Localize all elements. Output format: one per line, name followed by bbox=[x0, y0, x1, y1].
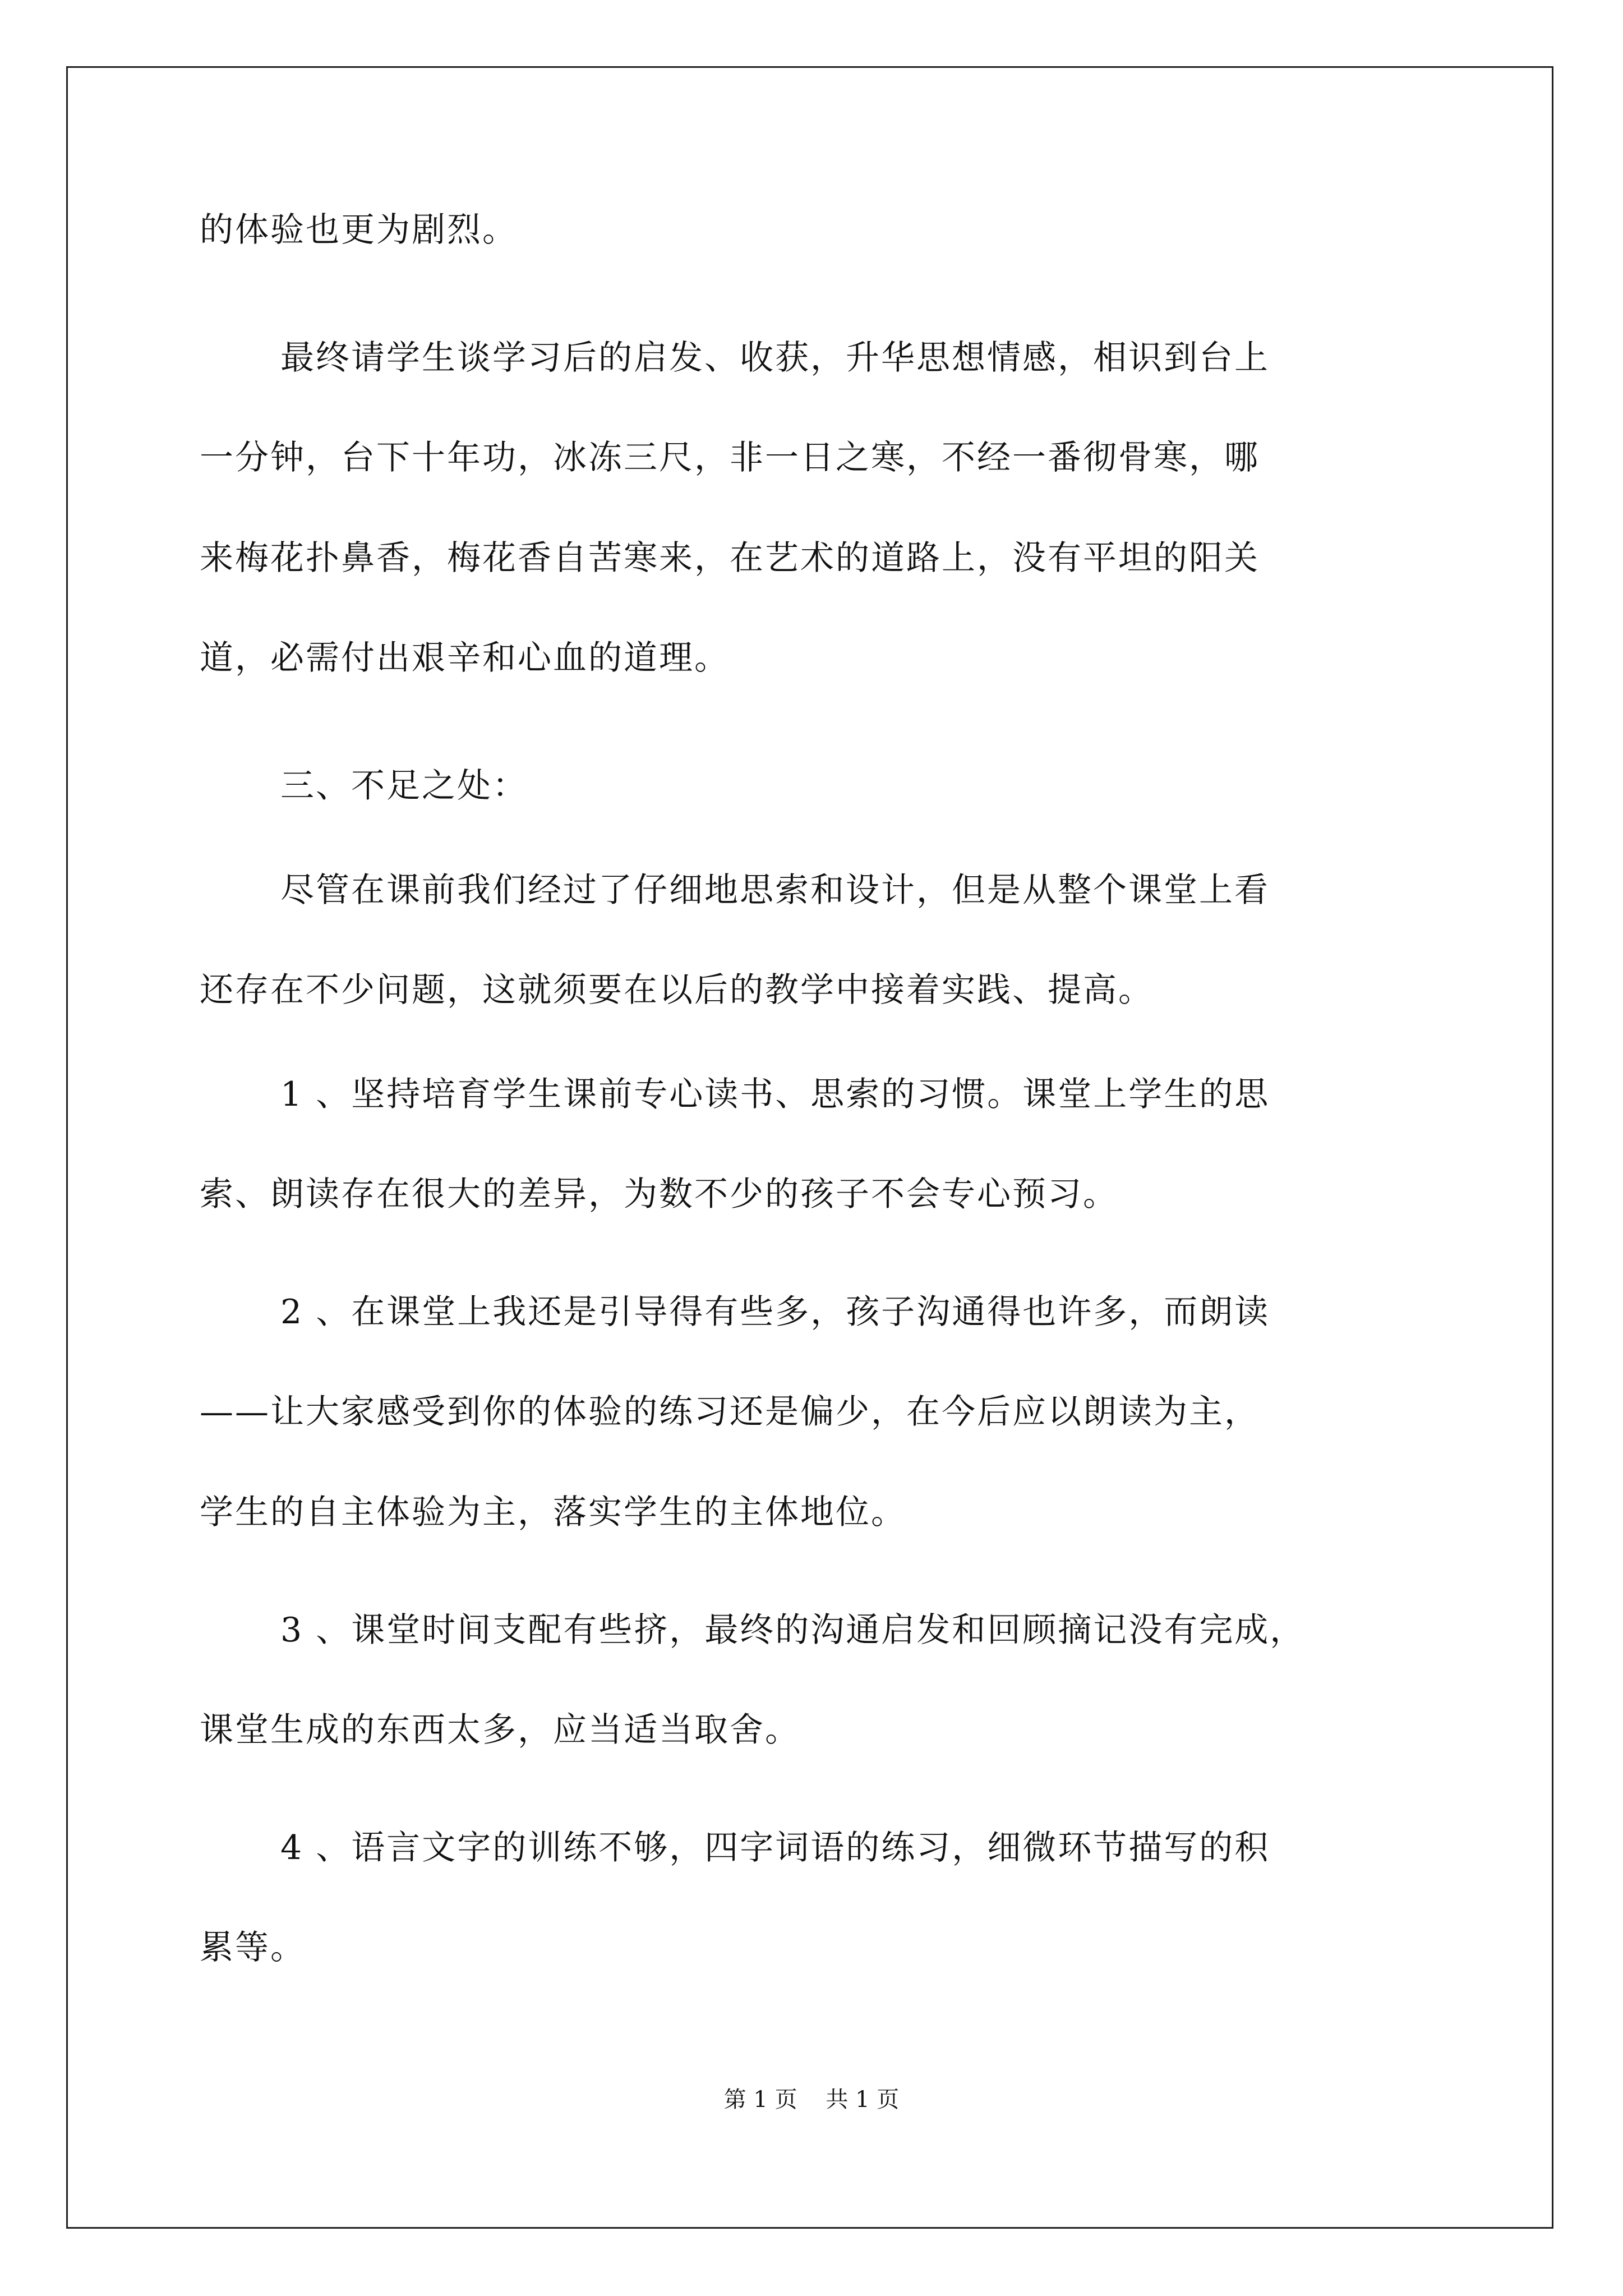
text-line: 尽管在课前我们经过了仔细地思索和设计，但是从整个课堂上看 bbox=[280, 871, 1270, 910]
text-line: 索、朗读存在很大的差异，为数不少的孩子不会专心预习。 bbox=[200, 1175, 1118, 1214]
text-line: 4 、语言文字的训练不够，四字词语的练习，细微环节描写的积 bbox=[280, 1828, 1270, 1867]
text-line: ——让大家感受到你的体验的练习还是偏少，在今后应以朗读为主， bbox=[200, 1392, 1260, 1432]
text-line: 来梅花扑鼻香，梅花香自苦寒来，在艺术的道路上，没有平坦的阳关 bbox=[200, 539, 1260, 578]
text-line: 还存在不少问题，这就须要在以后的教学中接着实践、提高。 bbox=[200, 970, 1154, 1010]
text-line: 学生的自主体验为主，落实学生的主体地位。 bbox=[200, 1493, 906, 1532]
page-border bbox=[66, 66, 1553, 2229]
text-line: 的体验也更为剧烈。 bbox=[200, 210, 518, 250]
text-line: 最终请学生谈学习后的启发、收获，升华思想情感，相识到台上 bbox=[280, 338, 1270, 378]
text-line: 一分钟，台下十年功，冰冻三尺，非一日之寒，不经一番彻骨寒，哪 bbox=[200, 438, 1260, 477]
text-line: 累等。 bbox=[200, 1928, 306, 1967]
text-line: 道，必需付出艰辛和心血的道理。 bbox=[200, 638, 730, 678]
text-line: 3 、课堂时间支配有些挤，最终的沟通启发和回顾摘记没有完成， bbox=[280, 1611, 1306, 1650]
section-heading: 三、不足之处： bbox=[280, 766, 528, 806]
page-number-footer: 第 1 页 共 1 页 bbox=[723, 2087, 900, 2113]
text-line: 课堂生成的东西太多，应当适当取舍。 bbox=[200, 1710, 800, 1750]
text-line: 2 、在课堂上我还是引导得有些多，孩子沟通得也许多，而朗读 bbox=[280, 1292, 1270, 1332]
text-line: 1 、坚持培育学生课前专心读书、思索的习惯。课堂上学生的思 bbox=[280, 1075, 1270, 1114]
